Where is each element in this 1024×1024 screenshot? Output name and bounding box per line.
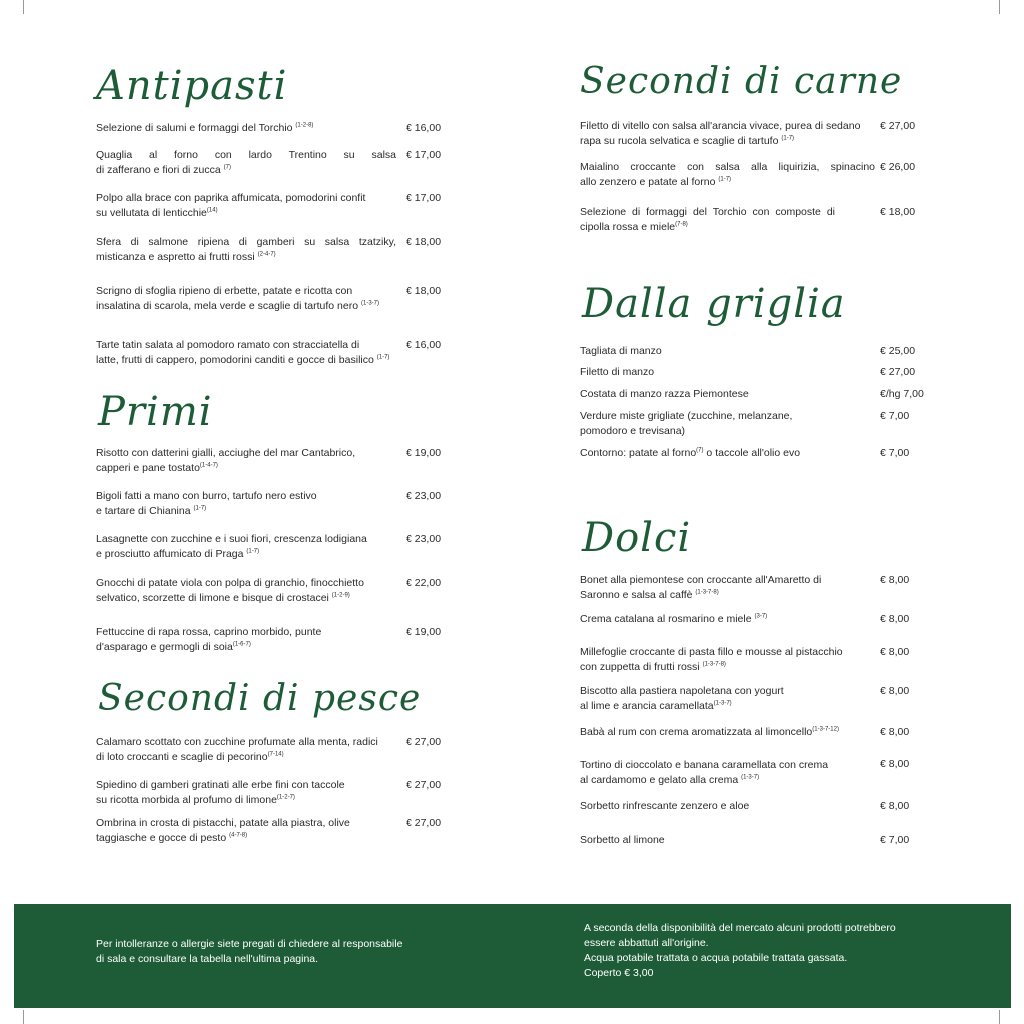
item-price: € 19,00 [406,447,442,459]
item-name: Contorno: patate al forno [580,447,697,459]
item-price: € 16,00 [406,122,442,134]
footer-line: di sala e consultare la tabella nell'ultima pagina. [96,953,319,965]
footer-band [14,904,1011,1008]
allergen-codes: (4-7-8) [229,832,248,838]
footer-line: A seconda della disponibilità del mercato alcuni prodotti potrebbero [584,922,896,934]
item-price: € 25,00 [880,345,916,357]
item-price: €/hg 7,00 [880,388,924,400]
allergen-codes: (1-3-7) [741,774,760,781]
item-line: rapa su rucola selvatica e scaglie di tartufo [580,134,779,147]
item-line: insalatina di scarola, mela verde e scaglie di tartufo nero [96,299,359,312]
item-line: Risotto con datterini gialli, acciughe del mar Cantabrico, [96,447,356,459]
item-line: cipolla rossa e miele [580,220,676,233]
item-line: latte, frutti di cappero, pomodorini canditi e gocce di basilico [96,353,374,366]
item-line: Biscotto alla pastiera napoletana con yogurt [580,685,784,697]
item-line: e prosciutto affumicato di Praga [96,547,244,560]
allergen-codes: (1-7) [246,548,260,554]
item-name: Costata di manzo razza Piemontese [580,388,749,400]
item-price: € 18,00 [880,206,916,218]
footer-line: Acqua potabile trattata o acqua potabile trattata gassata. [584,952,848,964]
item-line: Spiedino di gamberi gratinati alle erbe fini con taccole [96,779,345,791]
item-line: Millefoglie croccante di pasta fillo e mousse al pistacchio [580,646,843,658]
item-line: su vellutata di lenticchie [96,206,207,219]
item-price: € 8,00 [880,726,910,738]
cover-charge: Coperto € 3,00 [584,967,654,979]
allergen-codes: (7) [223,164,231,170]
section-title-antipasti: Antipasti [96,63,288,109]
item-name: Filetto di manzo [580,366,655,378]
item-price: € 23,00 [406,533,442,545]
item-line: Maialino croccante con salsa alla liquirizia, spinacino [580,161,875,173]
item-price: € 8,00 [880,646,910,658]
item-line: Tarte tatin salata al pomodoro ramato con stracciatella di [96,339,360,351]
item-line: e tartare di Chianina [96,504,191,517]
item-line: Lasagnette con zucchine e i suoi fiori, crescenza lodigiana [96,533,367,545]
allergen-codes: (1-7) [781,135,795,141]
item-price: € 8,00 [880,800,910,812]
allergy-notice [96,937,402,967]
item-line: Gnocchi di patate viola con polpa di granchio, finocchietto [96,577,364,589]
item-line: Quaglia al forno con lardo Trentino su salsa [96,149,396,161]
item-price: € 17,00 [406,149,442,161]
item-price: € 7,00 [880,834,910,846]
allergen-codes: (3-7) [754,613,768,620]
item-price: € 8,00 [880,574,910,586]
section-title-secondi-pesce: Secondi di pesce [98,678,422,719]
item-line: allo zenzero e patate al forno [580,175,716,188]
item-line: con zuppetta di frutti rossi [580,660,700,673]
allergen-codes: (7-14) [267,751,284,757]
section-title-griglia: Dalla griglia [582,281,846,327]
item-line: Sfera di salmone ripiena di gamberi su salsa tzatziky, [96,236,396,248]
allergen-codes: (1-2-7) [276,794,295,800]
allergen-codes: (1-3-7) [713,700,732,706]
allergen-codes: (2-4-7) [257,251,276,257]
item-price: € 22,00 [406,577,442,589]
allergen-codes: (14) [206,207,218,213]
item-line: al cardamomo e gelato alla crema [580,774,739,786]
item-line: Verdure miste grigliate (zucchine, melanzane, [580,410,793,422]
item-price: € 26,00 [880,161,916,173]
item-line: su ricotta morbida al profumo di limone [96,793,277,806]
item-price: € 7,00 [880,447,910,459]
allergen-codes: (1-3-7-8) [695,589,719,595]
item-line: Bigoli fatti a mano con burro, tartufo nero estivo [96,490,317,502]
crop-mark [999,1010,1000,1024]
item-price: € 17,00 [406,192,442,204]
item-line: Selezione di formaggi del Torchio con composte di [580,206,835,218]
item-price: € 7,00 [880,410,910,422]
allergen-codes: (1-7) [193,505,207,511]
crop-mark [23,1010,24,1024]
crop-mark [999,0,1000,14]
item-price: € 19,00 [406,626,442,638]
item-line: misticanza e aspretto ai frutti rossi [96,250,255,263]
allergen-codes: (1-7) [718,176,732,182]
item-price: € 8,00 [880,685,910,697]
section-title-secondi-carne: Secondi di carne [580,61,903,102]
item-line: Filetto di vitello con salsa all'arancia vivace, purea di sedano [580,120,861,132]
item-price: € 8,00 [880,758,910,770]
item-line: capperi e pane tostato [96,461,200,474]
item-line: d'asparago e germogli di soia [96,640,233,653]
item-line: al lime e arancia caramellata [580,699,714,712]
item-name: Sorbetto rinfrescante zenzero e aloe [580,800,750,812]
item-line: taggiasche e gocce di pesto [96,831,227,844]
item-name: Tagliata di manzo [580,345,662,357]
item-price: € 27,00 [406,736,442,748]
allergen-codes: (1-2-9) [331,592,350,598]
allergen-codes: (1-6-7) [232,641,251,647]
item-price: € 23,00 [406,490,442,502]
item-price: € 18,00 [406,236,442,248]
item-line: selvatico, scorzette di limone e bisque di crostacei [96,591,329,604]
allergen-codes: (1-3-7-8) [702,661,726,667]
item-price: € 27,00 [880,366,916,378]
item-line: Scrigno di sfoglia ripieno di erbette, patate e ricotta con [96,285,353,297]
item-price: € 16,00 [406,339,442,351]
item-price: € 27,00 [880,120,916,132]
item-name: o taccole all'olio evo [703,447,801,459]
item-name: Selezione di salumi e formaggi del Torchio [96,122,293,134]
item-line: Saronno e salsa al caffè [580,588,693,601]
item-line: pomodoro e trevisana) [580,424,686,437]
item-line: Calamaro scottato con zucchine profumate alla menta, radici [96,736,378,748]
item-price: € 27,00 [406,817,442,829]
item-price: € 27,00 [406,779,442,791]
footer-line: essere abbattuti all'origine. [584,937,709,949]
market-notice [584,921,896,981]
allergen-codes: (1-3-7) [360,300,379,306]
item-line: Tortino di cioccolato e banana caramellata con crema [580,759,829,771]
footer-line: Per intolleranze o allergie siete pregati di chiedere al responsabile [96,938,403,950]
item-name: Crema catalana al rosmarino e miele [580,613,752,625]
allergen-codes: (1-3-7-12) [812,726,839,733]
item-line: Ombrina in crosta di pistacchi, patate alla piastra, olive [96,817,350,829]
item-line: Bonet alla piemontese con croccante all'Amaretto di [580,574,822,586]
item-name: Sorbetto al limone [580,834,665,846]
item-price: € 8,00 [880,613,910,625]
crop-mark [23,0,24,14]
allergen-codes: (1-2-8) [295,122,314,129]
item-line: Fettuccine di rapa rossa, caprino morbido, punte [96,626,322,638]
allergen-codes: (1-4-7) [199,462,218,468]
section-title-primi: Primi [98,389,213,435]
item-line: Polpo alla brace con paprika affumicata, pomodorini confit [96,192,366,204]
allergen-codes: (7) [696,447,704,454]
item-name: Babà al rum con crema aromatizzata al limoncello [580,726,813,738]
item-line: di zafferano e fiori di zucca [96,163,221,176]
item-price: € 18,00 [406,285,442,297]
allergen-codes: (1-7) [376,354,390,360]
section-title-dolci: Dolci [582,515,692,561]
item-line: di loto croccanti e scaglie di pecorino [96,750,268,763]
allergen-codes: (7-8) [675,221,688,227]
